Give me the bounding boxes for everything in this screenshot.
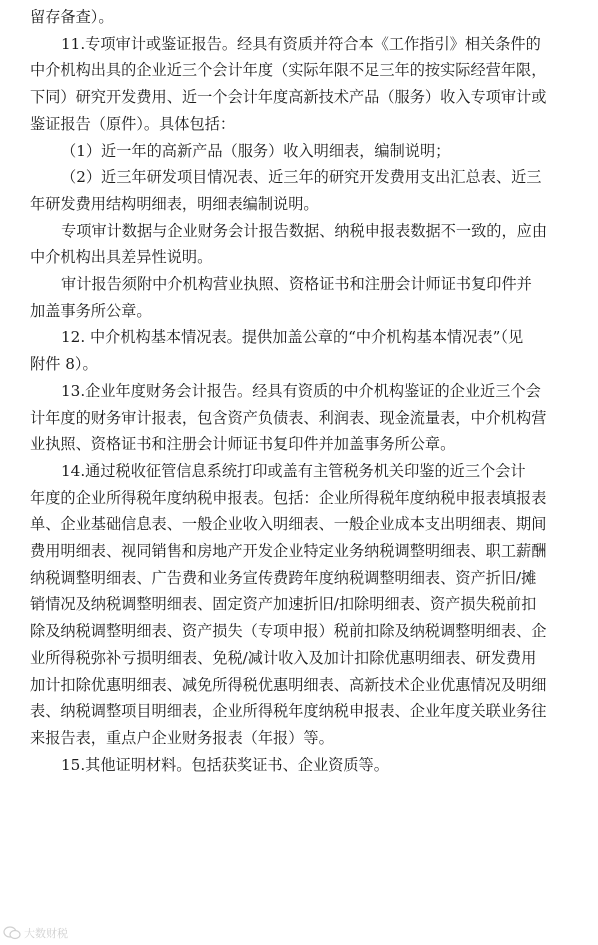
text-line: 中介机构出具的企业近三个会计年度（实际年限不足三年的按实际经营年限， <box>30 61 547 80</box>
watermark-text: 大数财税 <box>24 927 68 940</box>
paragraph-continuation <box>30 4 576 31</box>
text-line: （1）近一年的高新产品（服务）收入明细表，编制说明； <box>61 141 451 160</box>
text-line: 计年度的财务审计报表，包含资产负债表、利润表、现金流量表，中介机构营 <box>30 408 547 427</box>
text-line: 专项审计数据与企业财务会计报告数据、纳税申报表数据不一致的，应由 <box>61 221 547 240</box>
text-line: 加盖事务所公章。 <box>30 301 152 320</box>
paragraph-sub-2 <box>30 164 576 217</box>
text-line: 附件 8）。 <box>30 355 98 374</box>
text-line: 13.企业年度财务会计报告。经具有资质的中介机构鉴证的企业近三个会 <box>61 381 541 400</box>
watermark <box>3 925 68 941</box>
text-line: 鉴证报告（原件）。具体包括： <box>30 114 236 133</box>
text-line: 单、企业基础信息表、一般企业收入明细表、一般企业成本支出明细表、期间 <box>30 515 547 534</box>
text-line: 留存备查）。 <box>30 8 114 26</box>
paragraph-audit-attachments <box>30 271 576 324</box>
text-line: 14.通过税收征管信息系统打印或盖有主管税务机关印鉴的近三个会计 <box>61 461 526 480</box>
text-line: 加计扣除优惠明细表、减免所得税优惠明细表、高新技术企业优惠情况及明细 <box>30 675 547 694</box>
text-line: 除及纳税调整明细表、资产损失（专项申报）税前扣除及纳税调整明细表、企 <box>30 622 547 641</box>
text-line: 表、纳税调整项目明细表，企业所得税年度纳税申报表、企业年度关联业务往 <box>30 702 547 721</box>
text-line: 年研发费用结构明细表，明细表编制说明。 <box>30 194 319 213</box>
text-line: 15.其他证明材料。包括获奖证书、企业资质等。 <box>61 755 389 774</box>
text-line: （2）近三年研发项目情况表、近三年的研究开发费用支出汇总表、近三 <box>61 168 542 187</box>
paragraph-audit-discrepancy <box>30 218 576 271</box>
paragraph-item-11 <box>30 31 576 138</box>
paragraph-sub-1 <box>30 138 576 165</box>
text-line: 12. 中介机构基本情况表。提供加盖公章的“中介机构基本情况表”（见 <box>61 328 524 347</box>
text-line: 销情况及纳税调整明细表、固定资产加速折旧/扣除明细表、资产损失税前扣 <box>30 595 537 614</box>
paragraph-item-15 <box>30 752 576 779</box>
text-line: 来报告表，重点户企业财务报表（年报）等。 <box>30 728 334 747</box>
wechat-logo-icon <box>3 926 21 940</box>
text-line: 下同）研究开发费用、近一个会计年度高新技术产品（服务）收入专项审计或 <box>30 88 547 107</box>
paragraph-item-12 <box>30 324 576 377</box>
text-line: 业执照、资格证书和注册会计师证书复印件并加盖事务所公章。 <box>30 435 456 454</box>
text-line: 业所得税弥补亏损明细表、免税/减计收入及加计扣除优惠明细表、研发费用 <box>30 648 537 667</box>
text-line: 审计报告须附中介机构营业执照、资格证书和注册会计师证书复印件并 <box>61 275 532 294</box>
text-line: 中介机构出具差异性说明。 <box>30 248 213 267</box>
text-line: 费用明细表、视同销售和房地产开发企业特定业务纳税调整明细表、职工薪酬 <box>30 542 547 561</box>
paragraph-item-14 <box>30 458 576 752</box>
paragraph-item-13 <box>30 378 576 458</box>
text-line: 纳税调整明细表、广告费和业务宣传费跨年度纳税调整明细表、资产折旧/摊 <box>30 568 537 587</box>
text-line: 年度的企业所得税年度纳税申报表。包括：企业所得税年度纳税申报表填报表 <box>30 488 547 507</box>
text-line: 11.专项审计或鉴证报告。经具有资质并符合本《工作指引》相关条件的 <box>61 34 541 53</box>
